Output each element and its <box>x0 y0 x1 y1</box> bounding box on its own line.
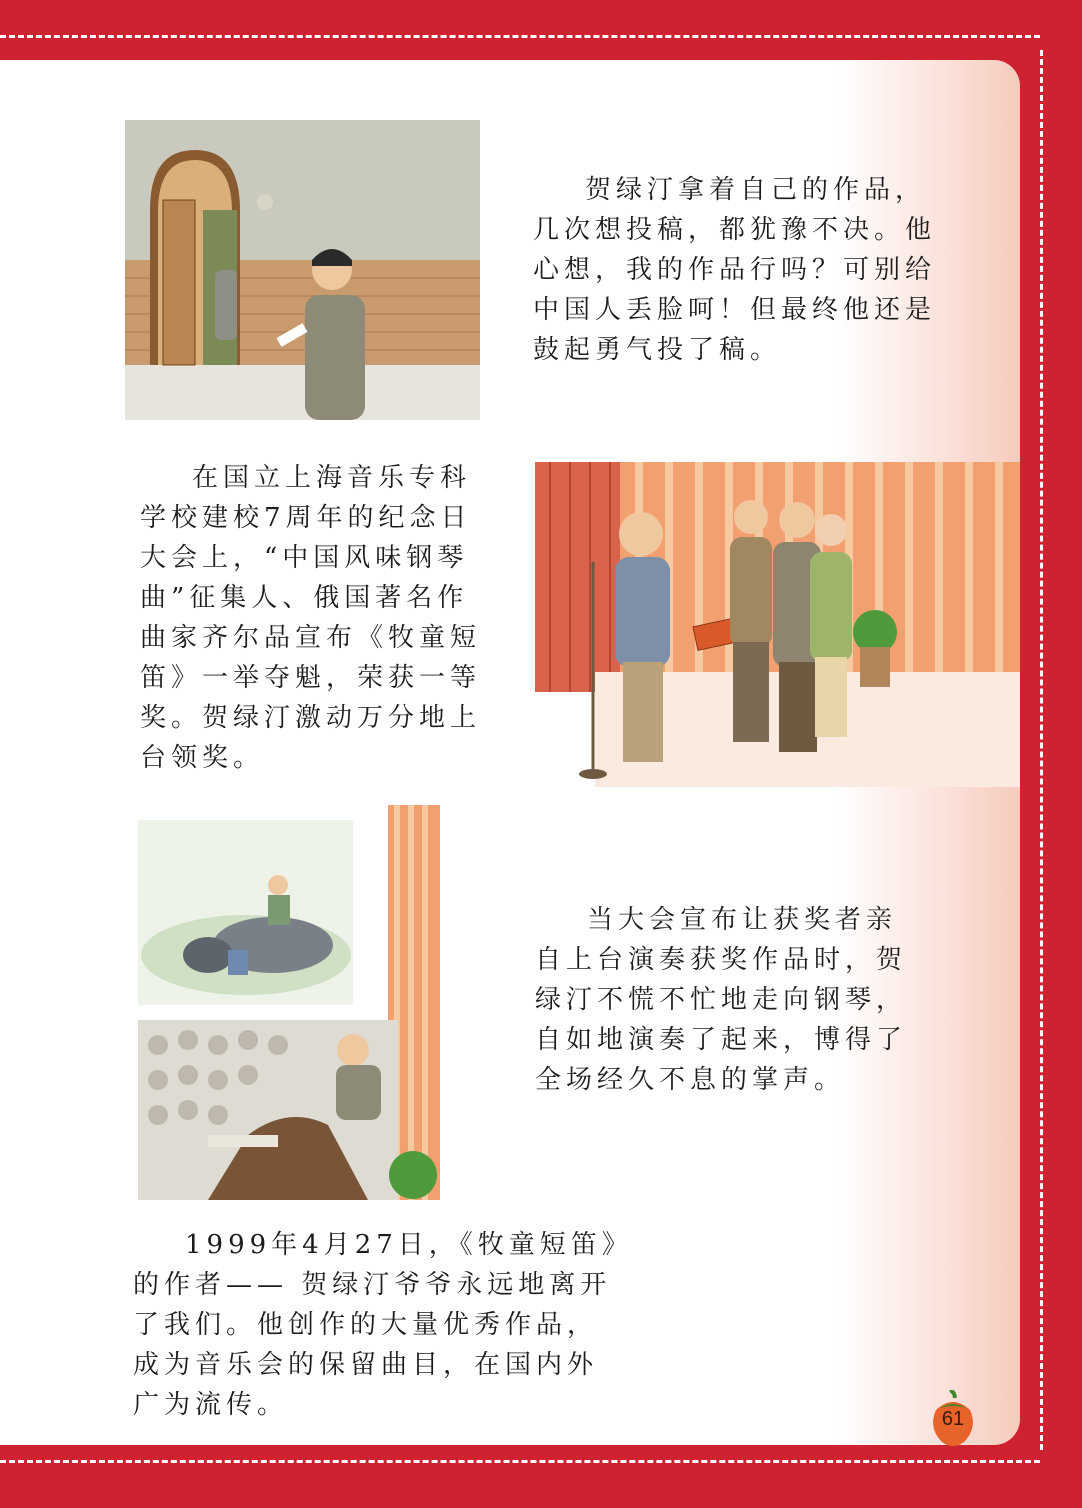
paragraph-1: 贺绿汀拿着自己的作品，几次想投稿，都犹豫不决。他心想，我的作品行吗？可别给中国人丢脸呵！但最终他还是鼓起勇气投了稿。 <box>533 175 937 365</box>
page-number: 61 <box>941 1408 965 1430</box>
top-dashed-border <box>0 35 1040 38</box>
paragraph-4: 1999年4月27日，《牧童短笛》的作者—— 贺绿汀爷爷永远地离开了我们。他创作的大量优秀作品，成为音乐会的保留曲目，在国内外广为流传。 <box>133 1230 620 1420</box>
illustration-piano-performance <box>138 805 443 1200</box>
right-dashed-border <box>1040 50 1043 1450</box>
bottom-dashed-border <box>0 1460 1040 1463</box>
paragraph-2: 在国立上海音乐专科学校建校7周年的纪念日大会上，“中国风味钢琴曲”征集人、俄国著名作曲家齐尔品宣布《牧童短笛》一举夺魁，荣获一等奖。贺绿汀激动万分地上台领奖。 <box>140 463 482 773</box>
illustration-submitting-manuscript <box>125 120 480 420</box>
paragraph-3: 当大会宣布让获奖者亲自上台演奏获奖作品时，贺绿汀不慌不忙地走向钢琴，自如地演奏了起来，博得了全场经久不息的掌声。 <box>535 905 908 1095</box>
illustration-award-ceremony <box>535 462 1020 787</box>
book-page <box>0 60 1020 1445</box>
page-number-badge <box>928 1390 978 1448</box>
